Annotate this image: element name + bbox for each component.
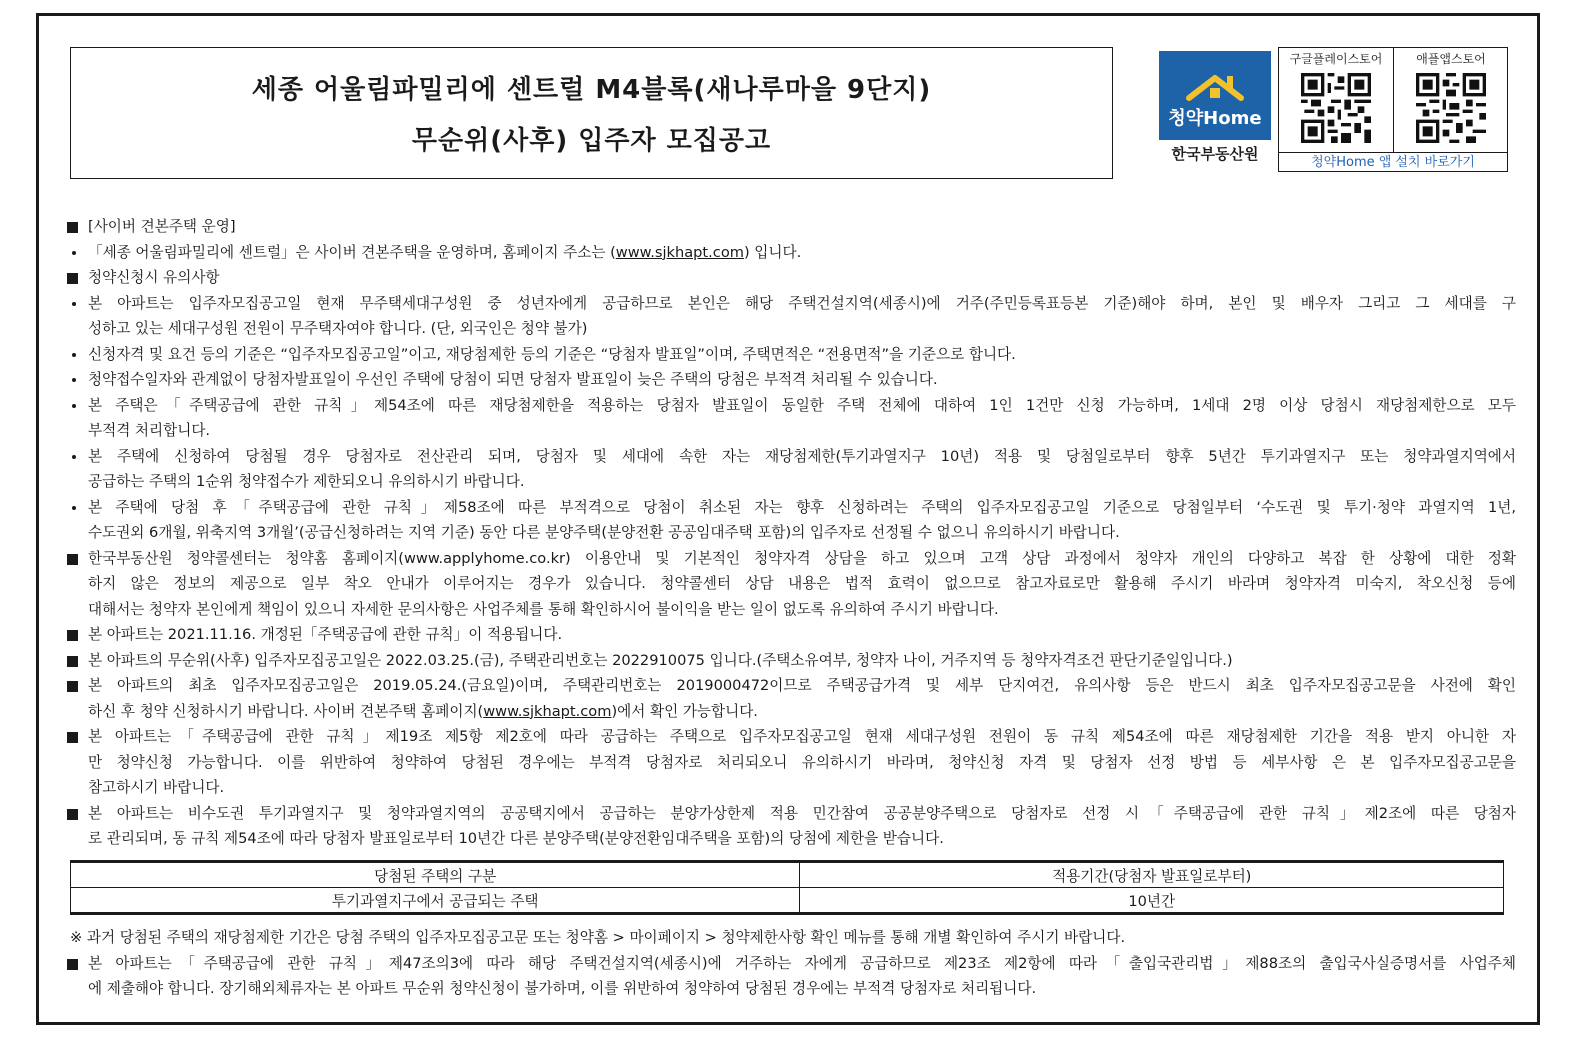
logo-text: 청약Home [1168,108,1262,129]
square-bullet-icon [64,724,88,801]
dot-bullet-icon [64,444,88,495]
title-box [70,47,1113,179]
rule-date-notice: 본 아파트는 2021.11.16. 개정된「주택공급에 관한 규칙」이 적용됩니다. [64,622,1516,648]
apple-store-qr-icon[interactable] [1416,72,1486,144]
square-bullet-icon [64,622,88,648]
square-bullet-icon [64,648,88,674]
history-note: ※ 과거 당첨된 주택의 재당첨제한 기간은 당첨 주택의 입주자모집공고문 또는 청약홈 > 마이페이지 > 청약제한사항 확인 메뉴를 통해 개별 확인하여 주시기 바랍니다. [70,929,1126,946]
callcenter-notice: 한국부동산원 청약콜센터는 청약홈 홈페이지(www.applyhome.co.kr) 이용안내 및 기본적인 청약자격 상담을 하고 있으며 고객 상담 과정에서 청약자 개인의 다양하고 복잡 한 상황에 대한 정확 하지 않은 정보의 제공으로 일부 착오 안내가 이루어지는 경우가 있습니다. 청약콜센터 상담 내용은 법적 효력이 없으므로 참고자료로만 활용해 주시기 바라며 청약자격 미숙지, 착오신청 등에 대해서는 청약자 본인에게 책임이 있으니 자세한 문의사항은 사업주체를 통해 확인하시어 불이익을 받는 일이 없도록 유의하여 주시기 바랍니다. [64,546,1516,623]
cyber-item: 「세종 어울림파밀리에 센트럴」은 사이버 견본주택을 운영하며, 홈페이지 주소는 (www.sjkhapt.com) 입니다. [64,240,1516,266]
house-roof-icon [1183,72,1247,102]
table-cell-category: 투기과열지구에서 공급되는 주택 [71,888,800,914]
caution-item-1: 본 아파트는 입주자모집공고일 현재 무주택세대구성원 중 성년자에게 공급하므로 본인은 해당 주택건설지역(세종시)에 거주(주민등록표등본 기준)해야 하며, 본인 및 배우자 그리고 그 세대를 구 성하고 있는 세대구성원 전원이 무주택자여야 합니다. (단, 외국인은 청약 불가) [64,291,1516,342]
special-notice: 본 아파트는 비수도권 투기과열지구 및 청약과열지역의 공공택지에서 공급하는 분양가상한제 적용 민간참여 공공분양주택으로 당첨자로 선정 시「주택공급에 관한 규칙」제2조에 따른 당첨자 로 관리되며, 동 규칙 제54조에 따라 당첨자 발표일로부터 10년간 다른 분양주택(분양전환임대주택을 포함)의 당첨에 제한을 받습니다. [64,801,1516,852]
notice-date-info: 본 아파트의 무순위(사후) 입주자모집공고일은 2022.03.25.(금), 주택관리번호는 2022910075 입니다.(주택소유여부, 청약자 나이, 거주지역 등 청약자격조건 판단기준일입니다.) [64,648,1516,674]
apple-store-label: 애플앱스토어 [1416,52,1486,66]
cyber-heading: [사이버 견본주택 운영] [64,214,1516,240]
dot-bullet-icon [64,291,88,342]
app-install-link[interactable]: 청약Home 앱 설치 바로가기 [1279,152,1507,172]
caution-item-2: 신청자격 및 요건 등의 기준은 “입주자모집공고일”이고, 재당첨제한 등의 기준은 “당첨자 발표일”이며, 주택면적은 “전용면적”을 기준으로 합니다. [64,342,1516,368]
caution-item-4: 본 주택은「주택공급에 관한 규칙」제54조에 따른 재당첨제한을 적용하는 당첨자 발표일이 동일한 주택 전체에 대하여 1인 1건만 신청 가능하며, 1세대 2명 이상 당첨시 재당첨제한으로 모두 부적격 처리합니다. [64,393,1516,444]
caution-item-6: 본 주택에 당첨 후「주택공급에 관한 규칙」제58조에 따른 부적격으로 당첨이 취소된 자는 향후 신청하려는 주택의 입주자모집공고일 기준으로 당첨일부터 ‘수도권 및 투기·청약 과열지역 1년, 수도권외 6개월, 위축지역 3개월’(공급신청하려는 지역 기준) 동안 다른 분양주택(분양전환 공공임대주택 포함)의 입주자로 선정될 수 없으니 유의하시기 바랍니다. [64,495,1516,546]
square-bullet-icon [64,546,88,623]
logo-org-name: 한국부동산원 [1171,145,1259,163]
google-play-qr-column [1279,48,1394,152]
title-line-1: 세종 어울림파밀리에 센트럴 M4블록(새나루마을 9단지) [251,75,932,105]
restriction-table [70,860,1504,915]
applyhome-logo [1159,51,1271,169]
table-header-period: 적용기간(당첨자 발표일로부터) [800,862,1504,888]
dot-bullet-icon [64,240,88,266]
article19-notice: 본 아파트는「주택공급에 관한 규칙」제19조 제5항 제2호에 따라 공급하는 주택으로 입주자모집공고일 현재 세대구성원 전원이 동 규칙 제54조에 따른 재당첨제한 기간을 적용 받지 아니한 자 만 청약신청 가능합니다. 이를 위반하여 청약하여 당첨된 경우에는 부적격 당첨자로 처리되오니 유의하시기 바라며, 청약신청 자격 및 당첨자 선정 방법 등 세부사항 은 본 입주자모집공고문을 참고하시기 바랍니다. [64,724,1516,801]
table-cell-period: 10년간 [800,888,1504,914]
first-notice-info: 본 아파트의 최초 입주자모집공고일은 2019.05.24.(금요일)이며, 주택관리번호는 2019000472이므로 주택공급가격 및 세부 단지여건, 유의사항 등은 반드시 최초 입주자모집공고문을 사전에 확인 하신 후 청약 신청하시기 바랍니다. 사이버 견본주택 홈페이지(www.sjkhapt.com)에서 확인 가능합니다. [64,673,1516,724]
article47-notice: 본 아파트는「주택공급에 관한 규칙」제47조의3에 따라 해당 주택건설지역(세종시)에 거주하는 자에게 공급하므로 제23조 제2항에 따라「출입국관리법」제88조의 출입국사실증명서를 사업주체 에 제출해야 합니다. 장기해외체류자는 본 아파트 무순위 청약신청이 불가하며, 이를 위반하여 청약하여 당첨된 경우에는 부적격 당첨자로 처리됩니다. [64,951,1516,1002]
google-play-qr-icon[interactable] [1301,72,1371,144]
logo-badge [1159,51,1271,140]
dot-bullet-icon [64,342,88,368]
square-bullet-icon [64,265,88,291]
caution-item-3: 청약접수일자와 관계없이 당첨자발표일이 우선인 주택에 당첨이 되면 당첨자 발표일이 늦은 주택의 당첨은 부적격 처리될 수 있습니다. [64,367,1516,393]
dot-bullet-icon [64,393,88,444]
square-bullet-icon [64,673,88,724]
app-qr-box [1278,47,1508,172]
apple-store-qr-column [1394,48,1508,152]
square-bullet-icon [64,801,88,852]
google-play-label: 구글플레이스토어 [1289,52,1383,66]
cyber-url-link[interactable]: www.sjkhapt.com [615,243,744,261]
square-bullet-icon [64,214,88,240]
notice-body [64,214,1516,852]
caution-heading: 청약신청시 유의사항 [64,265,1516,291]
caution-item-5: 본 주택에 신청하여 당첨될 경우 당첨자로 전산관리 되며, 당첨자 및 세대에 속한 자는 재당첨제한(투기과열지구 10년) 적용 및 당첨일로부터 향후 5년간 투기과열지구 또는 청약과열지역에서 공급하는 주택의 1순위 청약접수가 제한되오니 유의하시기 바랍니다. [64,444,1516,495]
dot-bullet-icon [64,495,88,546]
cyber-url-link[interactable]: www.sjkhapt.com [483,702,612,720]
table-header-category: 당첨된 주택의 구분 [71,862,800,888]
square-bullet-icon [64,951,88,1002]
title-line-2: 무순위(사후) 입주자 모집공고 [411,126,772,156]
dot-bullet-icon [64,367,88,393]
footer-notices [64,925,1516,1002]
